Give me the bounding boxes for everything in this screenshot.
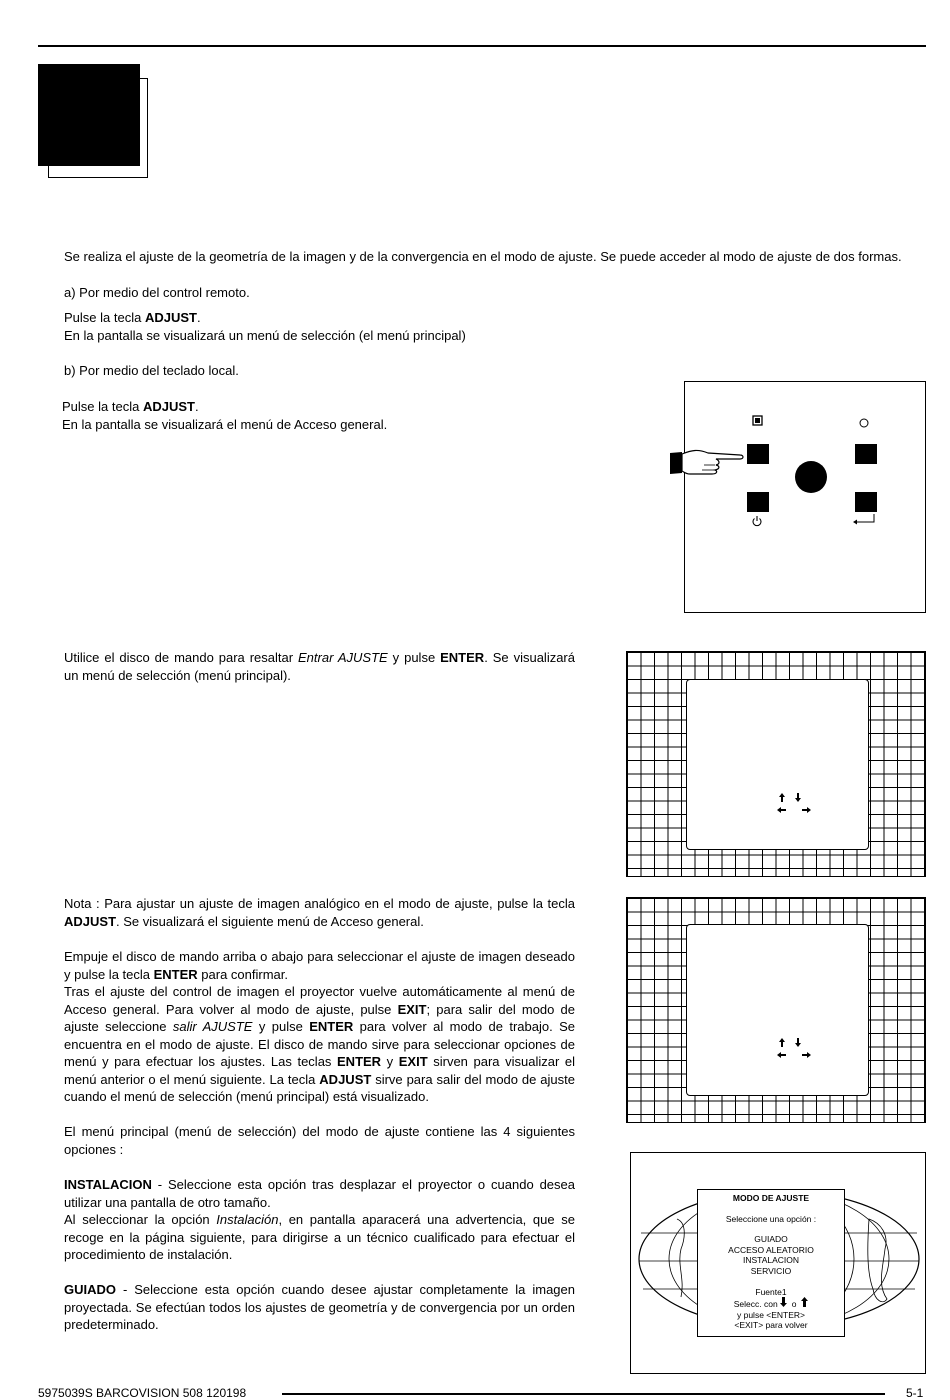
adjust-mode-menu-figure — [630, 1152, 926, 1374]
option-a-heading: a) Por medio del control remoto. — [64, 285, 250, 300]
after-adjust-text: Tras el ajuste del control de imagen el proyector vuelve automáticamente al menú de Acceso general. Para volver al modo de ajuste, pulse EXIT; para salir del modo de ajuste seleccione salir AJUSTE y pulse ENTER para volver al modo de trabajo. Se encuentra en el modo de ajuste. El disco de mando sirve para seleccionar opciones de menú y para efectuar los ajustes. Las teclas ENTER y EXIT sirven para visualizar el menú anterior o el menú siguiente. La tecla ADJUST sirve para salir del modo de ajuste cuando el menú de selección (menú principal) está visualizado. — [64, 984, 575, 1104]
menu-window-1 — [686, 679, 869, 850]
menu-item-guiado: GUIADO — [754, 1234, 788, 1245]
menu-nav-line2: y pulse <ENTER> — [736, 1309, 806, 1320]
guiado-text: GUIADO - Seleccione esta opción cuando desee ajustar completamente la imagen proyectada. Se efectúan todos los ajustes de geometría y de convergencia por un orden predeterminado. — [64, 1282, 575, 1332]
footer-doc-id: 5975039S BARCOVISION 508 120198 — [38, 1386, 247, 1400]
arrow-down-icon — [780, 1297, 787, 1307]
screen-grid-2 — [626, 897, 926, 1123]
enter-key — [855, 492, 877, 512]
circle-icon — [859, 418, 869, 428]
main-menu-text: El menú principal (menú de selección) del modo de ajuste contiene las 4 siguientes opciones : — [64, 1124, 575, 1157]
chapter-tab — [38, 64, 140, 166]
enter-icon — [852, 513, 876, 525]
menu-item-instalacion: INSTALACION — [742, 1255, 800, 1266]
screen-grid-1 — [626, 651, 926, 877]
instalacion-text: INSTALACION - Seleccione esta opción tras desplazar el proyector o cuando desea utilizar una pantalla de otro tamaño. Al seleccionar la opción Instalación, en pantalla aparacerá una advertencia, que se recoge en la página siguiente, para dirigirse a un técnico cualificado para efectuar el procedimiento de instalación. — [64, 1177, 575, 1262]
pointing-hand-icon — [668, 447, 748, 479]
intro-text: Se realiza el ajuste de la geometría de la imagen y de la convergencia en el modo de ajuste. Se puede acceder al modo de ajuste de dos formas. — [64, 249, 902, 264]
option-b-line2: En la pantalla se visualizará el menú de Acceso general. — [62, 417, 388, 432]
menu-nav-line1: Selecc. con o — [698, 1297, 844, 1310]
adjust-key — [747, 444, 769, 464]
menu-title: MODO DE AJUSTE — [732, 1193, 810, 1203]
menu-nav-line3: <EXIT> para volver — [734, 1320, 808, 1331]
menu-item-servicio: SERVICIO — [750, 1265, 792, 1276]
menu-prompt: Seleccione una opción : — [725, 1213, 817, 1224]
option-a-line1: Pulse la tecla ADJUST. — [64, 310, 201, 325]
power-key — [747, 492, 769, 512]
menu-item-acceso-aleatorio: ACCESO ALEATORIO — [728, 1244, 814, 1255]
menu-icon — [752, 415, 764, 427]
menu-window-2 — [686, 924, 869, 1096]
power-icon — [751, 515, 763, 527]
arrow-keys-icon — [777, 793, 813, 815]
control-disc — [795, 461, 827, 493]
arrow-up-icon — [801, 1297, 808, 1307]
enter-adjust-text: Utilice el disco de mando para resaltar Entrar AJUSTE y pulse ENTER. Se visualizará un menú de selección (menú principal). — [64, 650, 575, 683]
local-keypad-figure — [684, 381, 926, 613]
footer-page-number: 5-1 — [906, 1386, 924, 1400]
nota-text: Nota : Para ajustar un ajuste de imagen analógico en el modo de ajuste, pulse la tecla ADJUST. Se visualizará el siguiente menú de Acceso general. — [64, 896, 575, 929]
footer-rule — [282, 1393, 885, 1395]
header-rule — [38, 45, 926, 47]
option-b-line1: Pulse la tecla ADJUST. — [62, 399, 199, 414]
menu-dialog — [697, 1189, 845, 1337]
option-a-line2: En la pantalla se visualizará un menú de selección (el menú principal) — [64, 328, 466, 343]
menu-source: Fuente1 — [755, 1286, 787, 1297]
option-b-heading: b) Por medio del teclado local. — [64, 363, 239, 378]
push-text: Empuje el disco de mando arriba o abajo para seleccionar el ajuste de imagen deseado y pulse la tecla ENTER para confirmar. — [64, 949, 575, 982]
arrow-keys-icon — [777, 1038, 813, 1060]
right-top-key — [855, 444, 877, 464]
